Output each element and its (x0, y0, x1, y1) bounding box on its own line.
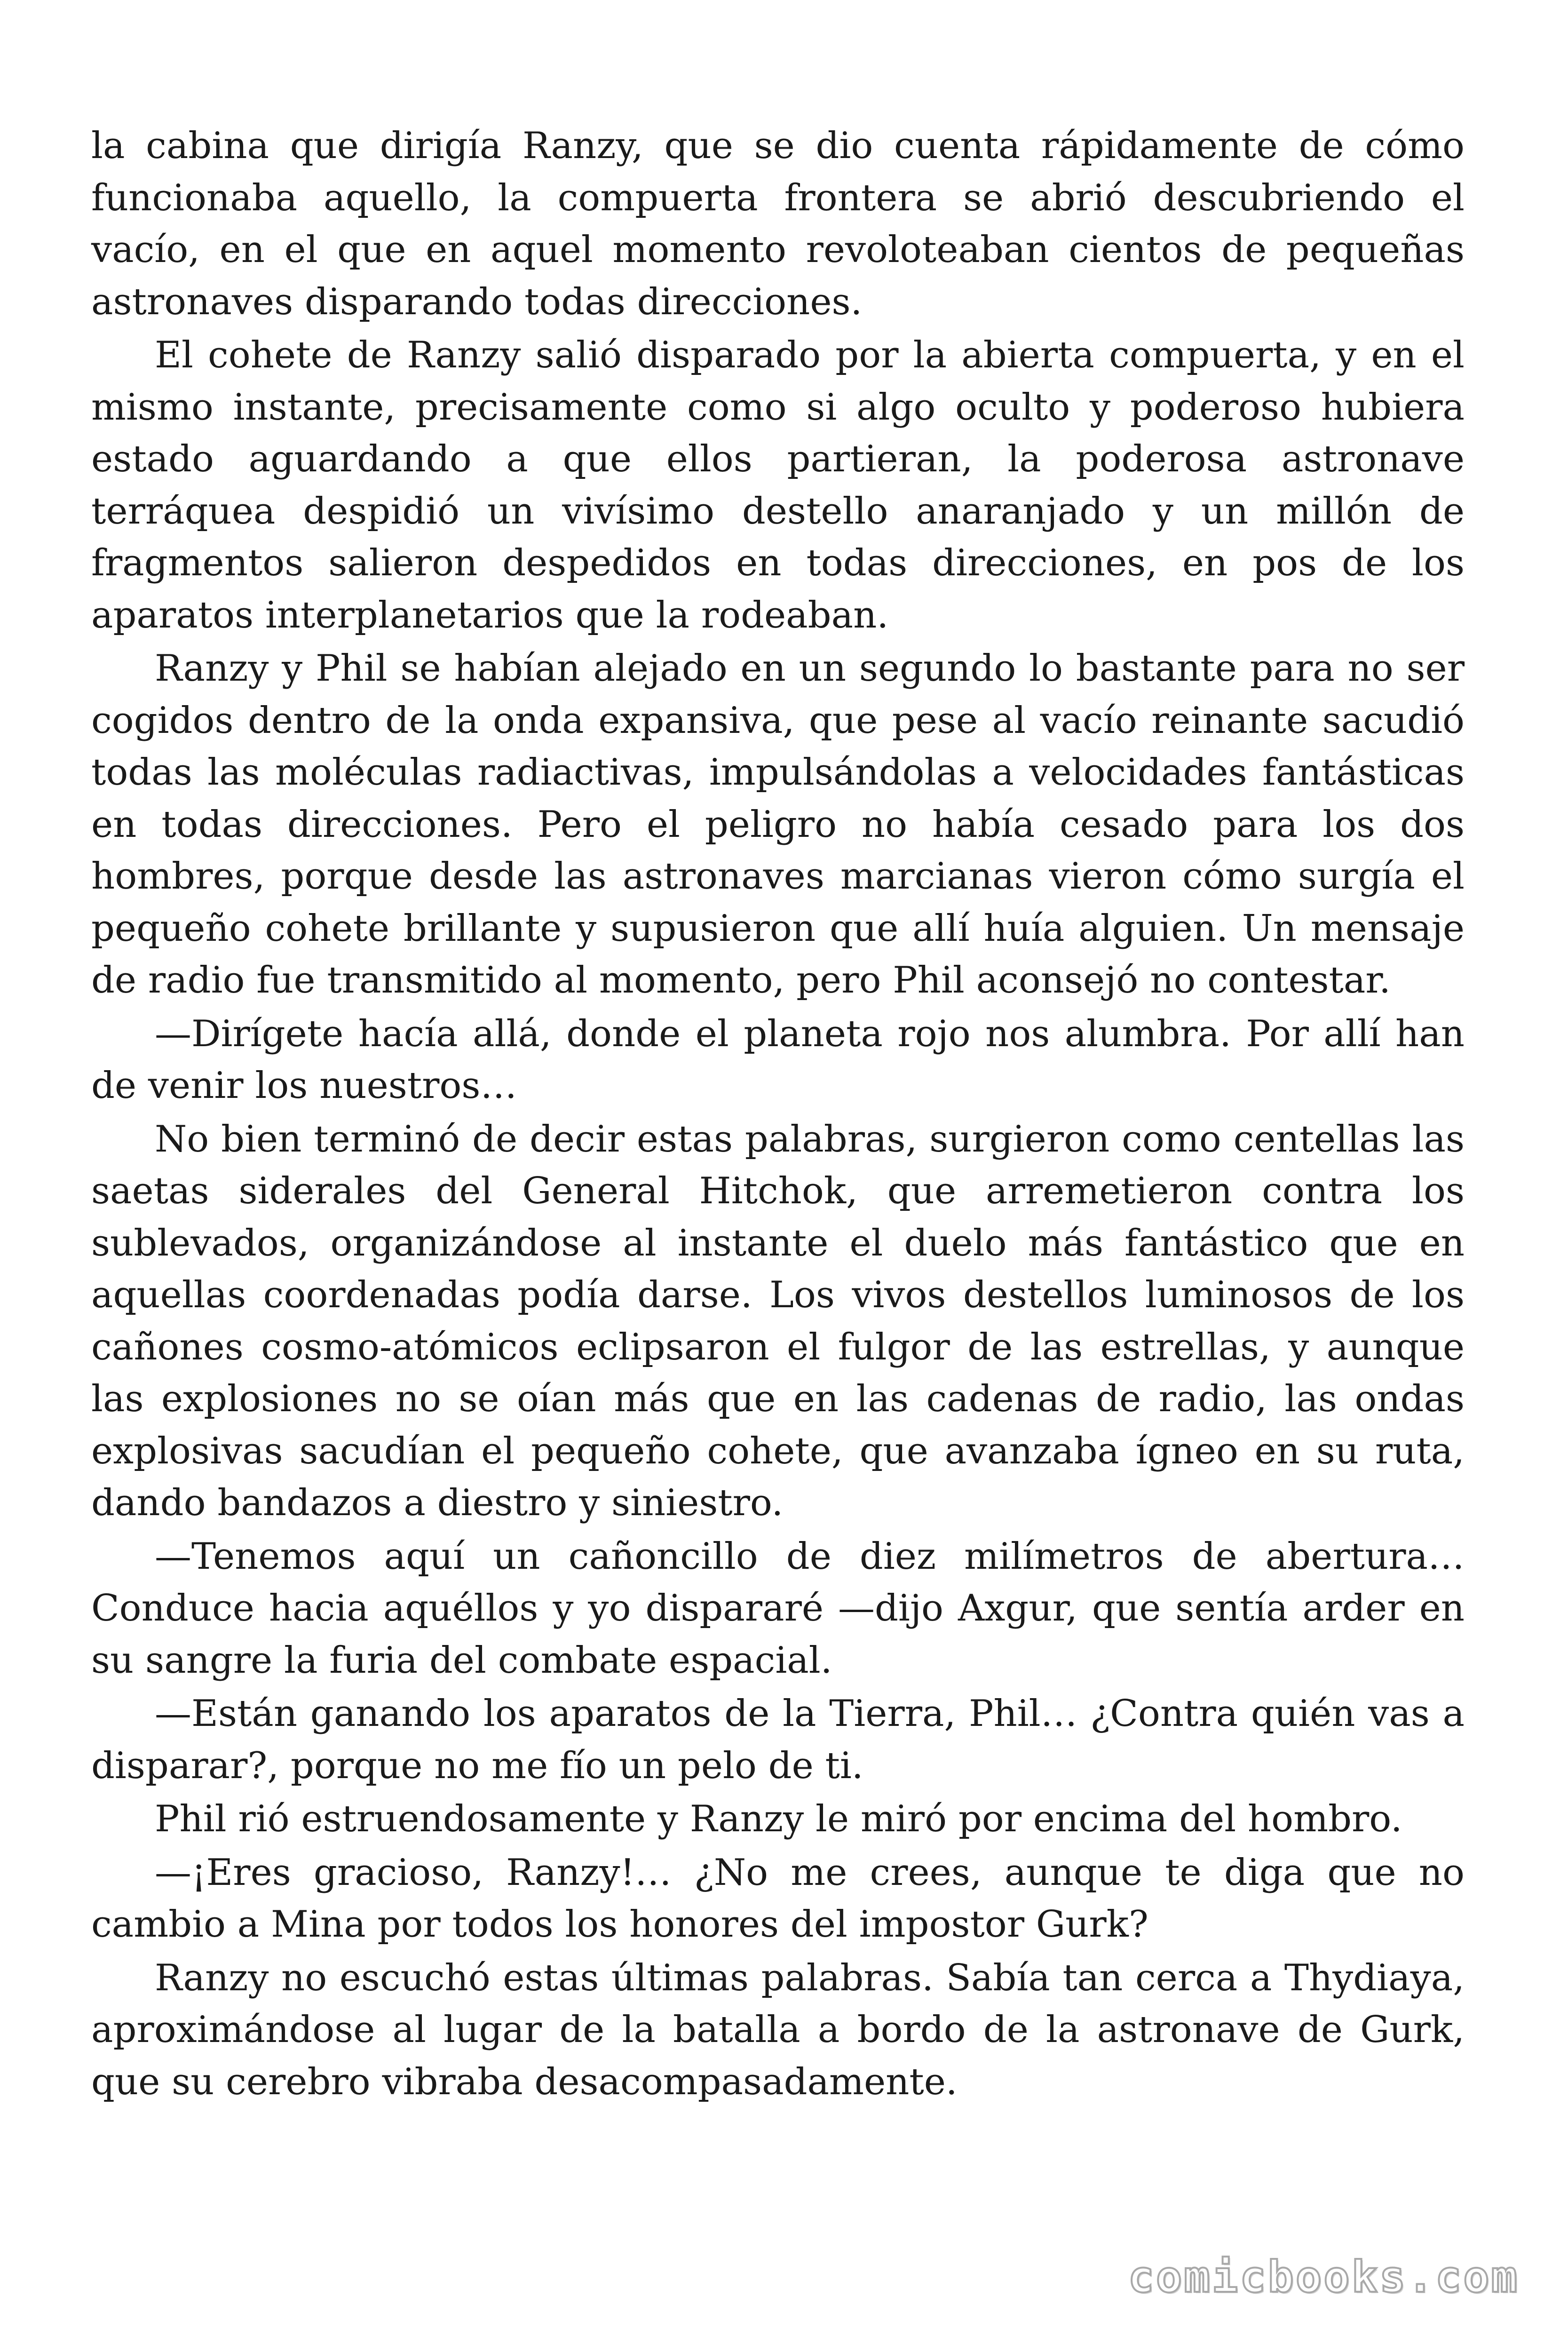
paragraph: Ranzy no escuchó estas últimas palabras. Sabía tan cerca a Thydiaya, aproximándose al lugar de la batalla a bordo de la astronave de Gurk, que su cerebro vibraba desacompasadamente. (91, 1956, 1465, 2103)
paragraph: —Tenemos aquí un cañoncillo de diez milímetros de abertura… Conduce hacia aquéllos y yo dispararé —dijo Axgur, que sentía arder en su sangre la furia del combate espacial. (91, 1535, 1465, 1682)
paragraph: la cabina que dirigía Ranzy, que se dio cuenta rápidamente de cómo funcionaba aquello, la compuerta frontera se abrió descubriendo el vacío, en el que en aquel momento revoloteaban cientos de pequeñas astronaves disparando todas direcciones. (91, 125, 1465, 323)
paragraph: No bien terminó de decir estas palabras, surgieron como centellas las saetas siderales del General Hitchok, que arremetieron contra los sublevados, organizándose al instante el duelo más fantástico que en aquellas coordenadas podía darse. Los vivos destellos luminosos de los cañones cosmo-atómicos eclipsaron el fulgor de las estrellas, y aunque las explosiones no se oían más que en las cadenas de radio, las ondas explosivas sacudían el pequeño cohete, que avanzaba ígneo en su ruta, dando bandazos a diestro y siniestro. (91, 1118, 1465, 1524)
paragraph: —¡Eres gracioso, Ranzy!… ¿No me crees, aunque te diga que no cambio a Mina por todos los honores del impostor Gurk? (91, 1851, 1465, 1946)
watermark: comicbooks.com (1128, 2252, 1519, 2302)
paragraph: El cohete de Ranzy salió disparado por la abierta compuerta, y en el mismo instante, precisamente como si algo oculto y poderoso hubiera estado aguardando a que ellos partieran, la poderosa astronave terráquea despidió un vivísimo destello anaranjado y un millón de fragmentos salieron despedidos en todas direcciones, en pos de los aparatos interplanetarios que la rodeaban. (91, 334, 1465, 636)
body-text (91, 120, 1465, 2108)
paragraph: —Están ganando los aparatos de la Tierra, Phil… ¿Contra quién vas a disparar?, porque no me fío un pelo de ti. (91, 1692, 1465, 1787)
paragraph: Ranzy y Phil se habían alejado en un segundo lo bastante para no ser cogidos dentro de la onda expansiva, que pese al vacío reinante sacudió todas las moléculas radiactivas, impulsándolas a velocidades fantásticas en todas direcciones. Pero el peligro no había cesado para los dos hombres, porque desde las astronaves marcianas vieron cómo surgía el pequeño cohete brillante y supusieron que allí huía alguien. Un mensaje de radio fue transmitido al momento, pero Phil aconsejó no contestar. (91, 647, 1465, 1001)
paragraph: —Dirígete hacía allá, donde el planeta rojo nos alumbra. Por allí han de venir los nuestros… (91, 1012, 1465, 1107)
paragraph: Phil rió estruendosamente y Ranzy le miró por encima del hombro. (155, 1798, 1402, 1840)
